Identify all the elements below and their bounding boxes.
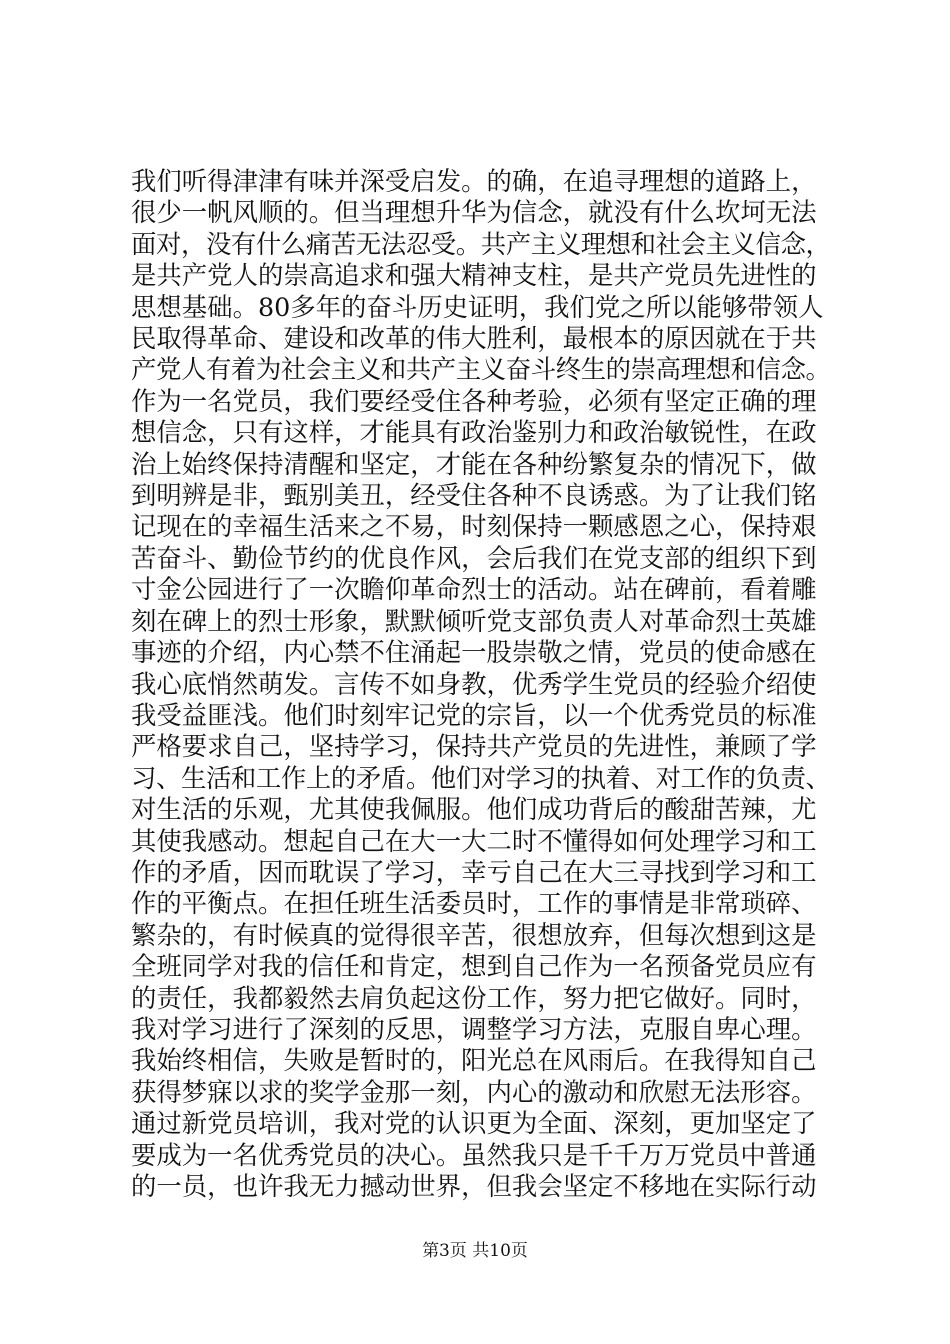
text-line: 我始终相信，失败是暂时的，阳光总在风雨后。在我得知自己 (131, 1045, 817, 1076)
text-line: 产党人有着为社会主义和共产主义奋斗终生的崇高理想和信念。 (131, 354, 831, 385)
text-line: 的一员，也许我无力撼动世界，但我会坚定不移地在实际行动 (131, 1171, 817, 1201)
text-line: 想信念，只有这样，才能具有政治鉴别力和政治敏锐性，在政 (131, 417, 817, 448)
text-line: 要成为一名优秀党员的决心。虽然我只是千千万万党员中普通 (131, 1139, 817, 1170)
text-line: 习、生活和工作上的矛盾。他们对学习的执着、对工作的负责、 (131, 762, 831, 793)
text-line: 很少一帆风顺的。但当理想升华为信念，就没有什么坎坷无法 (131, 197, 817, 228)
text-line: 的责任，我都毅然去肩负起这份工作，努力把它做好。同时， (131, 982, 817, 1013)
text-line: 是共产党人的崇高追求和强大精神支柱，是共产党员先进性的 (131, 260, 817, 291)
text-line: 我们听得津津有味并深受启发。的确，在追寻理想的道路上， (131, 166, 817, 196)
text-line: 其使我感动。想起自己在大一大二时不懂得如何处理学习和工 (131, 825, 817, 856)
text-line: 我对学习进行了深刻的反思，调整学习方法，克服自卑心理。 (131, 1013, 817, 1044)
text-line: 我受益匪浅。他们时刻牢记党的宗旨，以一个优秀党员的标准 (131, 699, 817, 730)
text-line: 作为一名党员，我们要经受住各种考验，必须有坚定正确的理 (131, 385, 817, 416)
text-line: 民取得革命、建设和改革的伟大胜利，最根本的原因就在于共 (131, 323, 817, 354)
text-line: 作的平衡点。在担任班生活委员时，工作的事情是非常琐碎、 (131, 888, 817, 919)
text-line: 我心底悄然萌发。言传不如身教，优秀学生党员的经验介绍使 (131, 668, 817, 699)
text-line: 刻在碑上的烈士形象，默默倾听党支部负责人对革命烈士英雄 (131, 605, 817, 636)
text-line: 思想基础。80多年的奋斗历史证明，我们党之所以能够带领人 (131, 291, 824, 322)
body-text (131, 166, 831, 1202)
text-line: 寸金公园进行了一次瞻仰革命烈士的活动。站在碑前，看着雕 (131, 574, 817, 605)
text-line: 严格要求自己，坚持学习，保持共产党员的先进性，兼顾了学 (131, 731, 817, 762)
text-line: 苦奋斗、勤俭节约的优良作风，会后我们在党支部的组织下到 (131, 542, 817, 573)
text-line: 到明辨是非，甄别美丑，经受住各种不良诱惑。为了让我们铭 (131, 480, 817, 511)
text-line: 作的矛盾，因而耽误了学习，幸亏自己在大三寻找到学习和工 (131, 856, 817, 887)
text-line: 通过新党员培训，我对党的认识更为全面、深刻，更加坚定了 (131, 1108, 817, 1139)
text-line: 获得梦寐以求的奖学金那一刻，内心的激动和欣慰无法形容。 (131, 1076, 817, 1107)
text-line: 全班同学对我的信任和肯定，想到自己作为一名预备党员应有 (131, 951, 817, 982)
text-line: 治上始终保持清醒和坚定，才能在各种纷繁复杂的情况下，做 (131, 448, 817, 479)
page-footer: 第3页 共10页 (422, 1241, 528, 1261)
text-line: 面对，没有什么痛苦无法忍受。共产主义理想和社会主义信念， (131, 228, 831, 259)
text-line: 繁杂的，有时候真的觉得很辛苦，很想放弃，但每次想到这是 (131, 919, 817, 950)
text-line: 记现在的幸福生活来之不易，时刻保持一颗感恩之心，保持艰 (131, 511, 817, 542)
text-line: 事迹的介绍，内心禁不住涌起一股崇敬之情，党员的使命感在 (131, 637, 817, 668)
text-line: 对生活的乐观，尤其使我佩服。他们成功背后的酸甜苦辣，尤 (131, 794, 817, 825)
